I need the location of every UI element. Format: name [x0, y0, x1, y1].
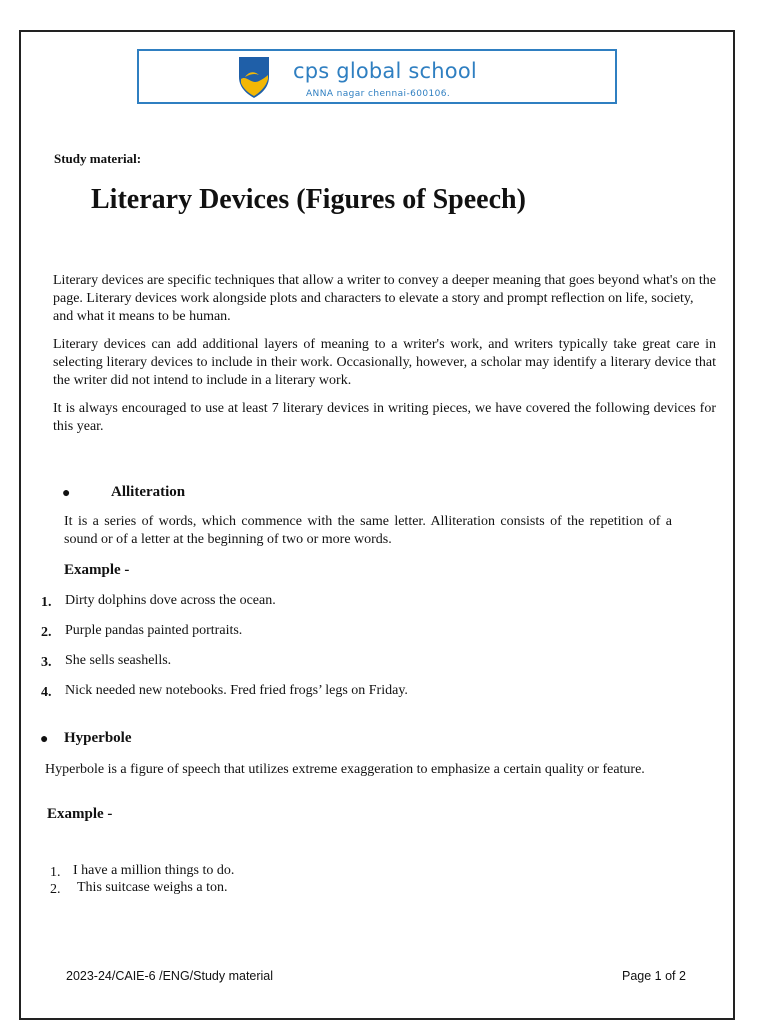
intro-paragraph: It is always encouraged to use at least 7 literary devices in writing pieces, we have covered the following devices for this year. — [53, 401, 716, 434]
footer-doc-code: 2023-24/CAIE-6 /ENG/Study material — [66, 969, 274, 983]
bullet-icon: ● — [62, 486, 71, 501]
list-number: 2. — [41, 625, 52, 640]
school-name: cps global school — [293, 59, 477, 83]
school-logo-banner — [137, 49, 617, 104]
example-text: Purple pandas painted portraits. — [65, 623, 243, 638]
example-label: Example - — [47, 806, 113, 822]
study-material-label: Study material: — [54, 151, 142, 166]
list-number: 2. — [50, 882, 61, 897]
school-address: ANNA nagar chennai-600106. — [306, 89, 451, 99]
school-crest-icon — [237, 55, 271, 99]
list-item — [50, 880, 228, 898]
list-item — [50, 863, 235, 881]
intro-paragraph: Literary devices are specific techniques that allow a writer to convey a deeper meaning that goes beyond what's on the page. Literary devices work alongside plots and characters to elevate a story and prompt reflection on life, society, and what it means to be human. — [53, 273, 716, 324]
list-number: 4. — [41, 685, 52, 700]
section-heading-alliteration: Alliteration — [111, 484, 186, 500]
footer-page-number: Page 1 of 2 — [622, 969, 686, 983]
list-item — [41, 653, 172, 671]
list-number: 1. — [50, 865, 61, 880]
intro-paragraph: Literary devices can add additional layers of meaning to a writer's work, and writers typically take great care in selecting literary devices to include in their work. Occasionally, however, a scholar may identify a literary device that the writer did not intend to include in a literary work. — [53, 337, 716, 388]
list-item — [41, 623, 243, 641]
example-text: Dirty dolphins dove across the ocean. — [65, 593, 276, 608]
list-number: 1. — [41, 595, 52, 610]
section-description: It is a series of words, which commence with the same letter. Alliteration consists of the repetition of a sound or of a letter at the beginning of two or more words. — [64, 514, 672, 547]
example-text: I have a million things to do. — [73, 863, 235, 878]
example-text: This suitcase weighs a ton. — [77, 880, 228, 895]
list-item — [41, 593, 276, 611]
section-heading-hyperbole: Hyperbole — [64, 730, 132, 746]
bullet-icon: ● — [40, 732, 49, 747]
example-label: Example - — [64, 562, 130, 578]
section-description: Hyperbole is a figure of speech that utilizes extreme exaggeration to emphasize a certain quality or feature. — [45, 762, 645, 777]
list-number: 3. — [41, 655, 52, 670]
example-text: Nick needed new notebooks. Fred fried frogs’ legs on Friday. — [65, 683, 408, 698]
list-item — [41, 683, 408, 701]
example-text: She sells seashells. — [65, 653, 172, 668]
page-title: Literary Devices (Figures of Speech) — [91, 184, 526, 215]
